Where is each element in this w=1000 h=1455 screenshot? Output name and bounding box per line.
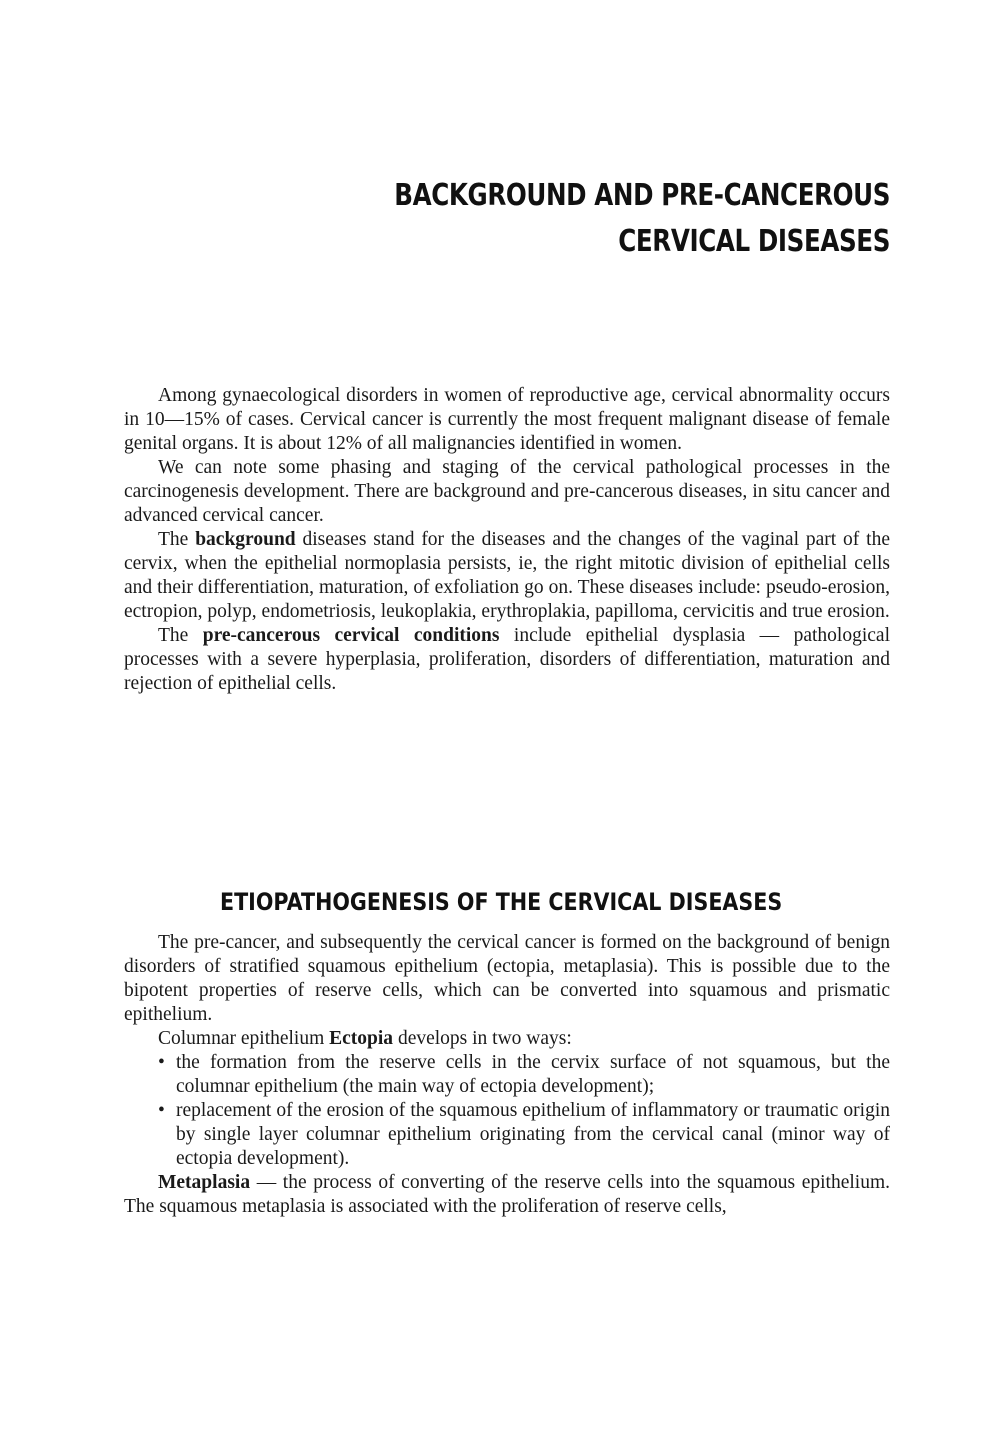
chapter-title: [316, 173, 890, 265]
intro-paragraph-3: [124, 528, 890, 624]
list-item-text: replacement of the erosion of the squamous epithelium of inflammatory or traumatic origin by single layer columnar epithelium originating from the cervical canal (minor way of ectopia development).: [176, 1100, 890, 1169]
paragraph-lead: The: [158, 529, 196, 550]
section-title: ETIOPATHOGENESIS OF THE CERVICAL DISEASES: [220, 888, 783, 916]
etio-paragraph-1: The pre-cancer, and subsequently the cervical cancer is formed on the background of benign disorders of stratified squamous epithelium (ectopia, metaplasia). This is possible due to the bipotent properties of reserve cells, which can be converted into squamous and prismatic epithelium.: [124, 932, 890, 1025]
paragraph-lead: The: [158, 625, 203, 646]
bullet-icon: •: [158, 1052, 165, 1073]
paragraph-lead: Columnar epithelium: [158, 1028, 330, 1049]
list-item-text: the formation from the reserve cells in the cervix surface of not squamous, but the columnar epithelium (the main way of ectopia development);: [176, 1052, 890, 1097]
chapter-title-line-1: BACKGROUND AND PRE-CANCEROUS: [394, 178, 890, 214]
term-background: background: [195, 529, 296, 550]
etiopathogenesis-section: [124, 931, 890, 1219]
intro-paragraph-1: Among gynaecological disorders in women of reproductive age, cervical abnormality occurs in 10—15% of cases. Cervical cancer is currently the most frequent malignant disease of female genital organs. It is about 12% of all malignancies identified in women.: [124, 385, 890, 454]
etio-paragraph-2: [124, 1027, 890, 1051]
paragraph-body: include epithelial dysplasia — pathological processes with a severe hyperplasia, proliferation, disorders of differentiation, maturation and rejection of epithelial cells.: [124, 625, 890, 694]
list-item: [158, 1051, 890, 1099]
term-metaplasia: Metaplasia: [158, 1172, 251, 1193]
list-item: [158, 1099, 890, 1171]
ectopia-ways-list: [124, 1051, 890, 1171]
term-ectopia: Ectopia: [329, 1028, 394, 1049]
paragraph-body: develops in two ways:: [393, 1028, 572, 1049]
intro-section: [124, 384, 890, 696]
paragraph-body: diseases stand for the diseases and the changes of the vaginal part of the cervix, when the epithelial normoplasia persists, ie, the right mitotic division of epithelial cells and their differentiation, maturation, of exfoliation go on. These diseases include: pseudo-erosion, ectropion, polyp, endometriosis, leukoplakia, erythroplakia, papilloma, cervicitis and true erosion.: [124, 529, 890, 622]
chapter-title-line-2: CERVICAL DISEASES: [618, 224, 890, 260]
etio-paragraph-3: [124, 1171, 890, 1219]
bullet-icon: •: [158, 1100, 165, 1121]
intro-paragraph-4: [124, 624, 890, 696]
paragraph-body: — the process of converting of the reserve cells into the squamous epithelium. The squamous metaplasia is associated with the proliferation of reserve cells,: [124, 1172, 890, 1217]
intro-paragraph-2: We can note some phasing and staging of the cervical pathological processes in the carcinogenesis development. There are background and pre-cancerous diseases, in situ cancer and advanced cervical cancer.: [124, 457, 890, 526]
term-pre-cancerous: pre-cancerous cervical conditions: [202, 625, 500, 646]
